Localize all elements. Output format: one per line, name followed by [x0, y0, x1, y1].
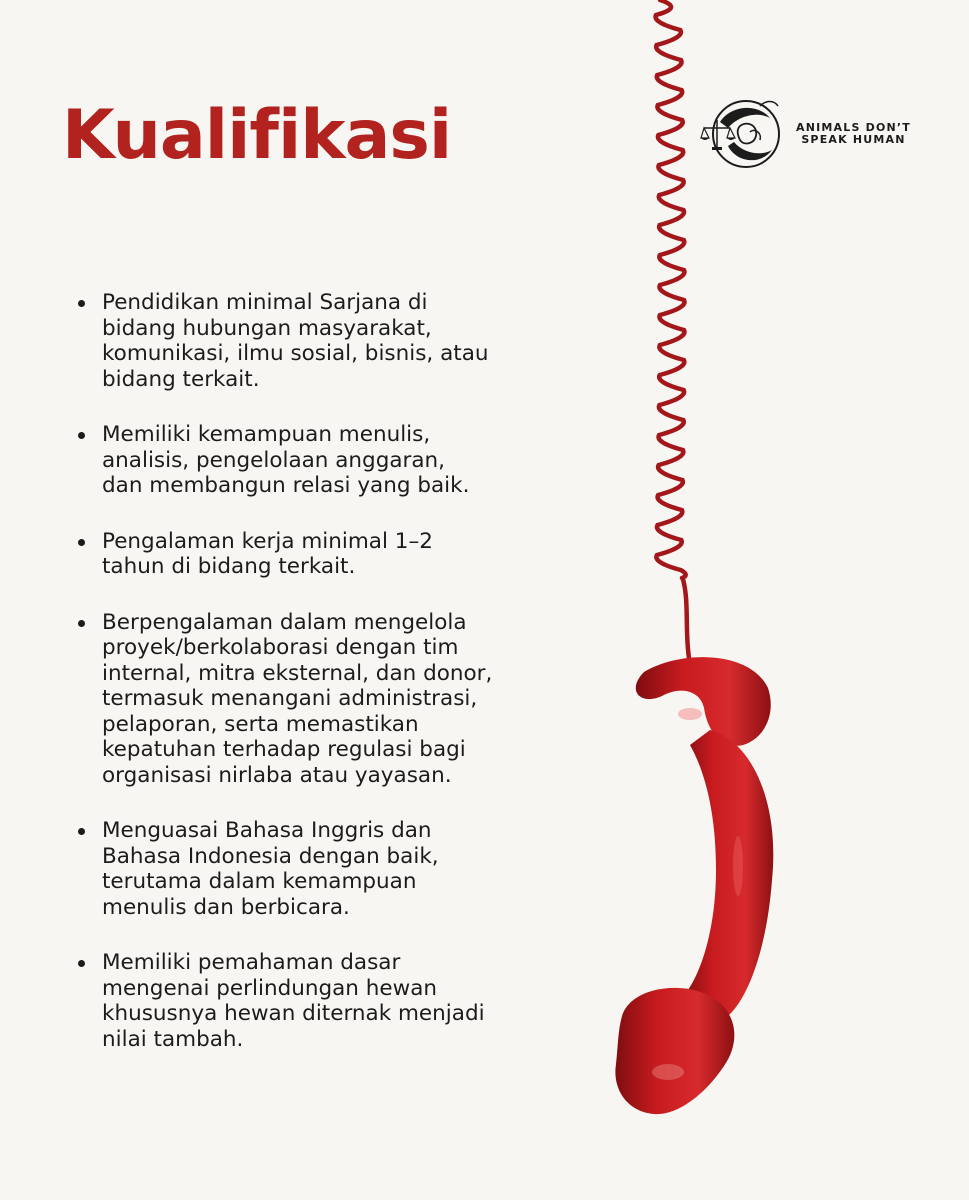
phone-mouthpiece-icon [615, 988, 734, 1114]
list-item-text: Memiliki kemampuan menulis, analisis, pengelolaan anggaran, dan membangun relasi yang baik. [102, 422, 470, 498]
list-item [76, 290, 546, 392]
phone-handle-icon [680, 730, 773, 1020]
list-item [76, 818, 546, 920]
phone-highlight-icon [652, 1064, 684, 1080]
list-item [76, 529, 546, 580]
bullet-icon [78, 960, 85, 967]
telephone-handset-illustration [600, 0, 969, 1200]
phone-highlight-icon [678, 708, 702, 720]
qualification-list [76, 290, 546, 1082]
list-item-text: Pengalaman kerja minimal 1–2 tahun di bidang terkait. [102, 528, 433, 579]
brand-line-1: ANIMALS DON’T [796, 121, 912, 134]
straight-cord-icon [682, 576, 690, 665]
brand-line-2: SPEAK HUMAN [801, 133, 906, 146]
list-item [76, 610, 546, 789]
list-item-text: Berpengalaman dalam mengelola proyek/berkolaborasi dengan tim internal, mitra eksternal, dan donor, termasuk menangani administrasi, pelaporan, serta memastikan kepatuhan terhadap regulasi bagi organisasi nirlaba atau yayasan. [102, 609, 493, 788]
bullet-icon [78, 828, 85, 835]
list-item-text: Memiliki pemahaman dasar mengenai perlindungan hewan khususnya hewan diternak menjadi nilai tambah. [102, 950, 485, 1052]
coiled-cord-icon [656, 0, 686, 578]
page-title: Kualifikasi [62, 96, 452, 175]
list-item [76, 950, 546, 1052]
bullet-icon [78, 539, 85, 546]
bullet-icon [78, 300, 85, 307]
bullet-icon [78, 620, 85, 627]
list-item-text: Pendidikan minimal Sarjana di bidang hubungan masyarakat, komunikasi, ilmu sosial, bisnis, atau bidang terkait. [102, 290, 489, 392]
list-item-text: Menguasai Bahasa Inggris dan Bahasa Indonesia dengan baik, terutama dalam kemampuan menulis dan berbicara. [102, 818, 439, 920]
phone-earpiece-icon [636, 657, 771, 746]
list-item [76, 422, 546, 499]
phone-highlight-icon [733, 836, 743, 896]
bullet-icon [78, 432, 85, 439]
